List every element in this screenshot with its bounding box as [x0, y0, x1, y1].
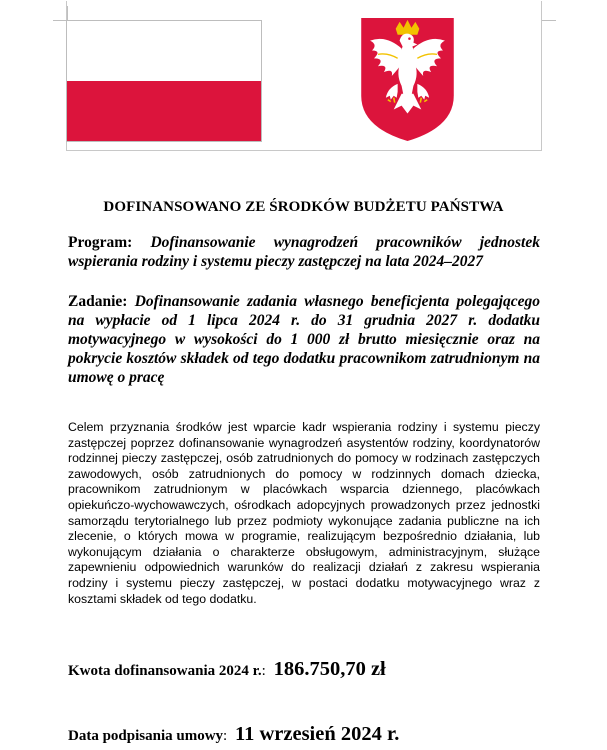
crop-mark-right: [541, 6, 556, 21]
kwota-line: [68, 658, 386, 681]
kwota-value: 186.750,70 zł: [273, 658, 386, 680]
program-label: Program:: [68, 234, 133, 251]
flag-red-stripe: [67, 81, 261, 141]
body-text: Celem przyznania środków jest wparcie kadr wspierania rodziny i systemu pieczy zastępczej poprzez dofinansowanie wynagrodzeń asystentów rodziny, koordynatorów rodzinnej pieczy zastępczej, osób zatrudnionych do pomocy w rodzinach zastępczych zawodowych, osób zatrudnionych do pomocy w rodzinnych domach dziecka, pracownikom zatrudnionym w placówkach wsparcia dziennego, placówkach opiekuńczo-wychowawczych, ośrodkach adopcyjnych prowadzonych przez jednostki samorządu terytorialnego lub przez podmioty wykonujące zadania publiczne na ich zlecenie, o których mowa w programie, realizującym bezpośrednio działania, lub wykonującym działania o charakterze obsługowym, administracyjnym, służące zapewnieniu odpowiednich warunków do realizacji działań z zakresu wspierania rodziny i systemu pieczy zastępczej, w postaci dodatku motywacyjnego wraz z kosztami składek od tego dodatku.: [68, 420, 540, 606]
zadanie-value: Dofinansowanie zadania własnego beneficjenta polegającego na wypłacie od 1 lipca 2024 r. do 31 grudnia 2027 r. dodatku motywacyjnego w wysokości do 1 000 zł brutto miesięcznie oraz na pokrycie kosztów składek od tego dodatku pracownikom zatrudnionym na umowę o pracę: [68, 293, 540, 386]
heading: DOFINANSOWANO ZE ŚRODKÓW BUDŻETU PAŃSTWA: [103, 199, 504, 215]
program-value: Dofinansowanie wynagrodzeń pracowników jednostek wspierania rodziny i systemu pieczy zastępczej na lata 2024–2027: [68, 234, 540, 270]
data-podpisania-line: [68, 723, 399, 746]
data-podpisania-label: Data podpisania umowy: [68, 728, 224, 744]
polish-flag-icon: [66, 20, 262, 142]
flag-white-stripe: [67, 21, 261, 81]
polish-coat-of-arms-icon: [358, 15, 457, 143]
zadanie-label: Zadanie:: [68, 293, 128, 310]
data-podpisania-value: 11 wrzesień 2024 r.: [234, 723, 400, 745]
kwota-separator: :: [261, 663, 266, 679]
data-podpisania-separator: :: [223, 728, 228, 744]
zadanie-paragraph: [68, 292, 540, 387]
kwota-label: Kwota dofinansowania 2024 r.: [68, 663, 262, 679]
program-paragraph: [68, 233, 540, 271]
